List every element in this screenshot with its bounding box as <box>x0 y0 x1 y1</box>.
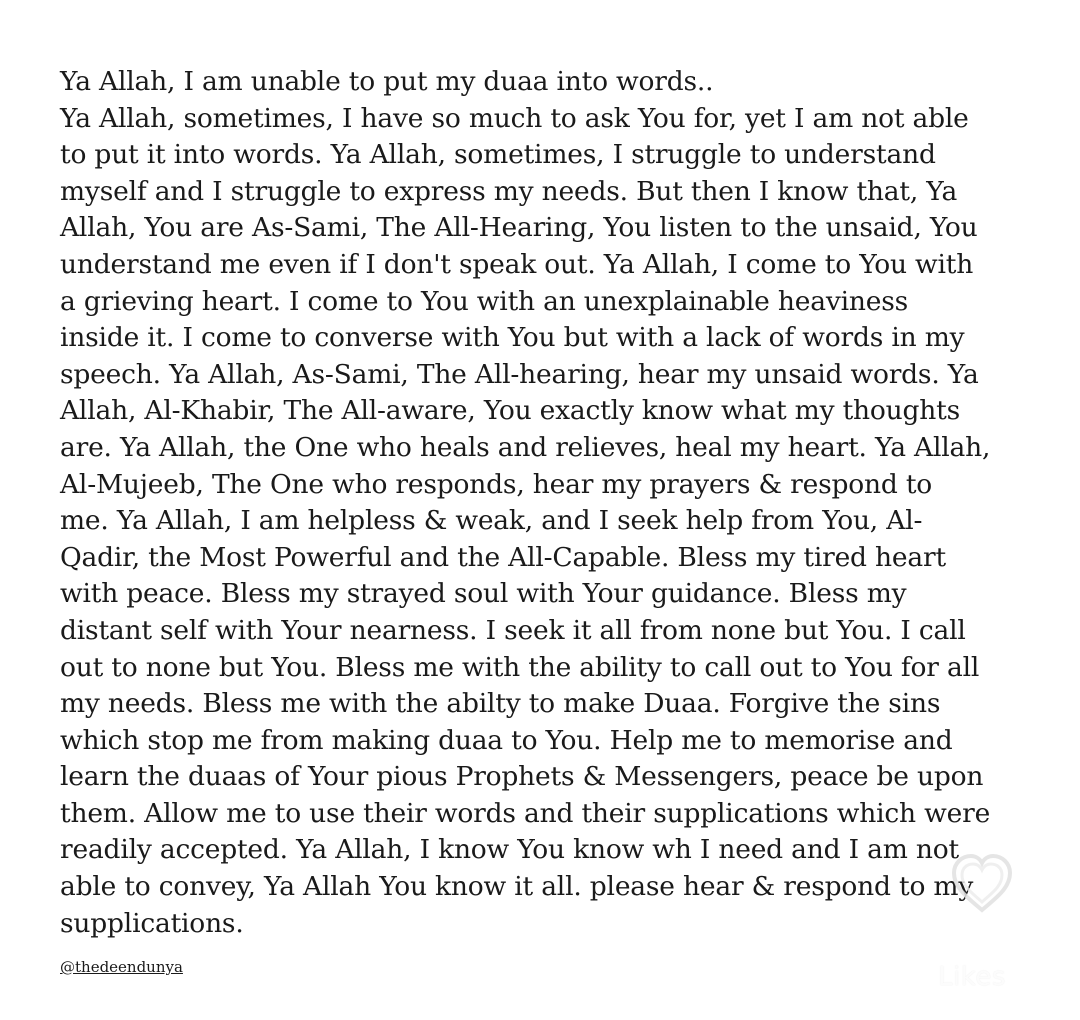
text-line: my needs. Bless me with the abilty to make Duaa. Forgive the sins <box>60 688 941 720</box>
text-line: with peace. Bless my strayed soul with Your guidance. Bless my <box>60 578 907 610</box>
text-line: able to convey, Ya Allah You know it all. please hear & respond to my <box>60 871 974 903</box>
heart-icon[interactable] <box>946 848 1018 920</box>
text-line: Qadir, the Most Powerful and the All-Capable. Bless my tired heart <box>60 541 946 573</box>
text-line: Allah, You are As-Sami, The All-Hearing, You listen to the unsaid, You <box>60 212 978 244</box>
text-line: them. Allow me to use their words and their supplications which were <box>60 797 991 829</box>
author-handle-link[interactable]: @thedeendunya <box>60 958 183 976</box>
text-line: learn the duaas of Your pious Prophets & Messengers, peace be upon <box>60 761 984 793</box>
duaa-text <box>60 64 1040 942</box>
text-line: to put it into words. Ya Allah, sometimes, I struggle to understand <box>60 139 936 171</box>
text-line: understand me even if I don't speak out. Ya Allah, I come to You with <box>60 248 974 280</box>
text-line: inside it. I come to converse with You but with a lack of words in my <box>60 322 965 354</box>
text-line: a grieving heart. I come to You with an unexplainable heaviness <box>60 285 909 317</box>
text-line: Ya Allah, I am unable to put my duaa into words.. <box>60 66 714 97</box>
text-line: out to none but You. Bless me with the ability to call out to You for all <box>60 651 980 683</box>
text-line: me. Ya Allah, I am helpless & weak, and I seek help from You, Al- <box>60 505 923 537</box>
text-line: Al-Mujeeb, The One who responds, hear my prayers & respond to <box>60 468 933 500</box>
text-line: speech. Ya Allah, As-Sami, The All-hearing, hear my unsaid words. Ya <box>60 358 979 390</box>
text-line: Ya Allah, sometimes, I have so much to ask You for, yet I am not able <box>60 102 969 134</box>
text-line: myself and I struggle to express my needs. But then I know that, Ya <box>60 175 958 207</box>
text-line: supplications. <box>60 907 244 939</box>
likes-label: Likes <box>938 962 1006 992</box>
text-line: which stop me from making duaa to You. Help me to memorise and <box>60 724 953 756</box>
text-line: readily accepted. Ya Allah, I know You know wh I need and I am not <box>60 834 959 866</box>
text-line: Allah, Al-Khabir, The All-aware, You exactly know what my thoughts <box>60 395 961 427</box>
text-line: distant self with Your nearness. I seek it all from none but You. I call <box>60 614 966 646</box>
text-line: are. Ya Allah, the One who heals and relieves, heal my heart. Ya Allah, <box>60 431 991 463</box>
